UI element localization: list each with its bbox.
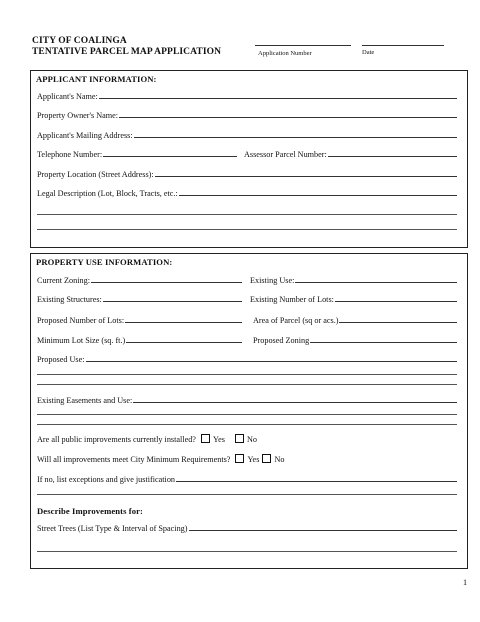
easements-line-3[interactable]	[37, 424, 457, 425]
existing-structures-field[interactable]	[103, 301, 242, 302]
application-number-field[interactable]	[255, 45, 351, 46]
owner-name-field[interactable]	[119, 117, 457, 118]
easements-line-2[interactable]	[37, 414, 457, 415]
proposed-use-line-3[interactable]	[37, 384, 457, 385]
page-number: 1	[463, 578, 468, 587]
q-requirements-no-checkbox[interactable]	[262, 454, 271, 463]
application-number-label: Application Number	[258, 50, 312, 57]
applicant-name-field[interactable]	[99, 98, 457, 99]
min-lot-field[interactable]	[126, 342, 242, 343]
existing-structures-label: Existing Structures:	[37, 295, 102, 304]
existing-lots-field[interactable]	[335, 301, 457, 302]
existing-structures-row	[37, 295, 242, 304]
date-field[interactable]	[362, 45, 444, 46]
existing-lots-label: Existing Number of Lots:	[250, 295, 334, 304]
street-trees-field[interactable]	[189, 530, 458, 531]
form-title: TENTATIVE PARCEL MAP APPLICATION	[32, 47, 222, 57]
property-use-section-title: PROPERTY USE INFORMATION:	[36, 257, 173, 267]
date-label: Date	[362, 49, 375, 56]
proposed-use-row	[37, 355, 457, 364]
describe-improvements-title: Describe Improvements for:	[37, 506, 144, 516]
legal-description-label: Legal Description (Lot, Block, Tracts, etc.:	[37, 189, 178, 198]
q-installed-label: Are all public improvements currently installed?	[37, 435, 196, 444]
street-trees-label: Street Trees (List Type & Interval of Spacing)	[37, 524, 188, 533]
proposed-use-label: Proposed Use:	[37, 355, 85, 364]
q-installed-row	[37, 434, 257, 444]
location-row	[37, 170, 457, 179]
exceptions-row	[37, 475, 457, 484]
apn-row	[244, 150, 457, 159]
q-requirements-row	[37, 454, 284, 464]
proposed-lots-row	[37, 316, 242, 325]
applicant-name-label: Applicant's Name:	[37, 92, 98, 101]
existing-use-row	[250, 276, 457, 285]
exceptions-line-2[interactable]	[37, 494, 457, 495]
q-requirements-no-label: No	[274, 455, 285, 464]
exceptions-field[interactable]	[176, 481, 457, 482]
phone-field[interactable]	[103, 156, 237, 157]
phone-label: Telephone Number:	[37, 150, 103, 159]
easements-label: Existing Easements and Use:	[37, 396, 133, 405]
existing-use-label: Existing Use:	[250, 276, 295, 285]
proposed-use-line-2[interactable]	[37, 374, 457, 375]
area-field[interactable]	[339, 322, 457, 323]
current-zoning-label: Current Zoning:	[37, 276, 90, 285]
applicant-name-row	[37, 92, 457, 101]
q-installed-yes-label: Yes	[212, 435, 225, 444]
apn-label: Assessor Parcel Number:	[244, 150, 327, 159]
applicant-section-title: APPLICANT INFORMATION:	[36, 74, 157, 84]
mailing-address-label: Applicant's Mailing Address:	[37, 131, 133, 140]
proposed-lots-field[interactable]	[125, 322, 242, 323]
min-lot-label: Minimum Lot Size (sq. ft.)	[37, 336, 126, 345]
street-trees-row	[37, 524, 457, 533]
legal-description-field[interactable]	[179, 195, 457, 196]
q-installed-yes-checkbox[interactable]	[201, 434, 210, 443]
exceptions-label: If no, list exceptions and give justification	[37, 475, 176, 484]
proposed-lots-label: Proposed Number of Lots:	[37, 316, 125, 325]
proposed-zoning-row	[253, 336, 457, 345]
min-lot-row	[37, 336, 242, 345]
q-installed-no-label: No	[246, 435, 257, 444]
mailing-address-field[interactable]	[134, 137, 457, 138]
location-field[interactable]	[155, 176, 457, 177]
current-zoning-field[interactable]	[91, 282, 242, 283]
location-label: Property Location (Street Address):	[37, 170, 154, 179]
existing-lots-row	[250, 295, 457, 304]
easements-field[interactable]	[133, 402, 457, 403]
proposed-use-field[interactable]	[86, 361, 457, 362]
legal-description-line-2[interactable]	[37, 214, 457, 215]
legal-description-row	[37, 189, 457, 198]
area-label: Area of Parcel (sq or acs.)	[253, 316, 339, 325]
phone-row	[37, 150, 237, 159]
legal-description-line-3[interactable]	[37, 229, 457, 230]
existing-use-field[interactable]	[295, 282, 457, 283]
form-title-city: CITY OF COALINGA	[32, 36, 127, 46]
apn-field[interactable]	[328, 156, 457, 157]
owner-name-row	[37, 111, 457, 120]
proposed-zoning-field[interactable]	[310, 342, 457, 343]
q-requirements-label: Will all improvements meet City Minimum Requirements?	[37, 455, 231, 464]
owner-name-label: Property Owner's Name:	[37, 111, 119, 120]
q-requirements-yes-label: Yes	[247, 455, 260, 464]
q-requirements-yes-checkbox[interactable]	[235, 454, 244, 463]
easements-row	[37, 396, 457, 405]
current-zoning-row	[37, 276, 242, 285]
mailing-address-row	[37, 131, 457, 140]
q-installed-no-checkbox[interactable]	[235, 434, 244, 443]
street-trees-line-2[interactable]	[37, 551, 457, 552]
proposed-zoning-label: Proposed Zoning	[253, 336, 310, 345]
area-row	[253, 316, 457, 325]
